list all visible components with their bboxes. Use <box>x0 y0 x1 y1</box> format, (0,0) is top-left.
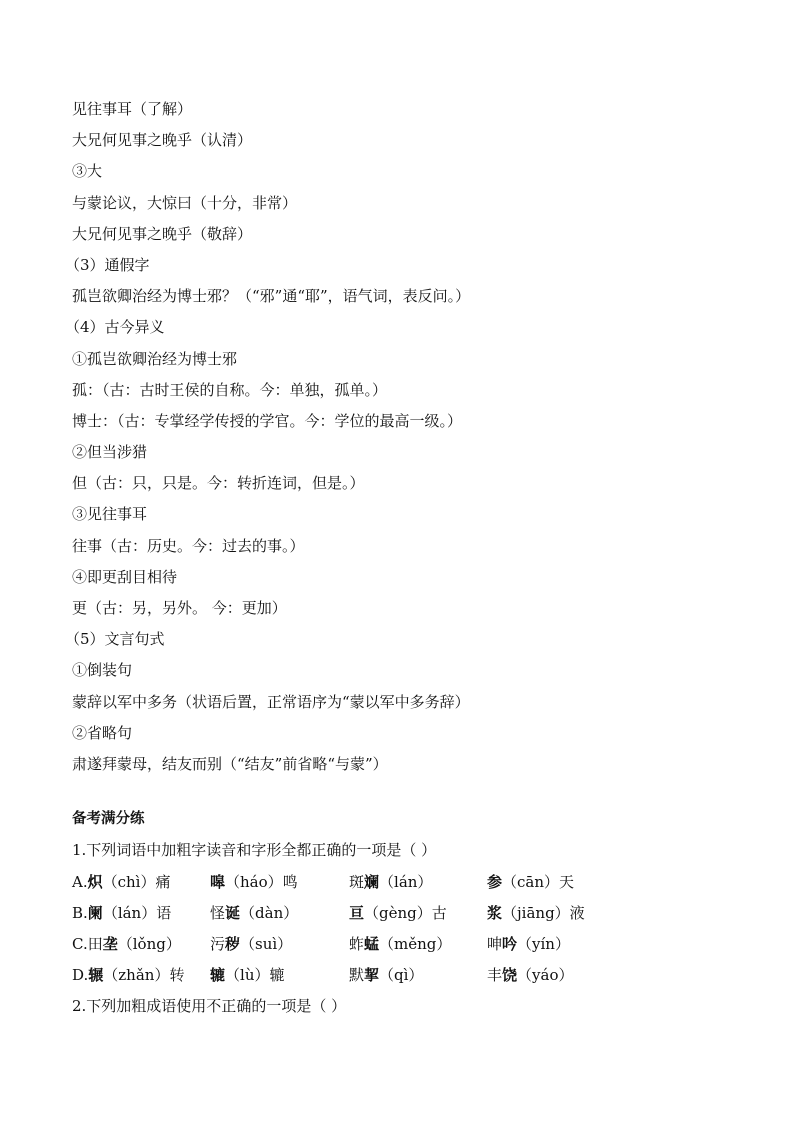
word-bold-char: 浆 <box>487 903 503 922</box>
option-word <box>487 867 627 898</box>
text-line-15: 往事（古：历史。今：过去的事。） <box>72 536 305 555</box>
subsection-heading-tongjiazi: （3）通假字 <box>65 255 150 274</box>
word-pinyin-part: （chì）痛 <box>102 872 171 891</box>
exercise-title: 备考满分练 <box>72 811 145 828</box>
word-plain-part: 默 <box>349 966 365 985</box>
word-pinyin-part: （suì） <box>240 934 293 953</box>
text-line-20: 蒙辞以军中多务（状语后置，正常语序为“蒙以军中多务辞） <box>72 692 470 711</box>
option-word <box>72 960 210 991</box>
text-line-13: 但（古：只，只是。今：转折连词，但是。） <box>72 474 365 493</box>
text-line-5: 大兄何见事之晚乎（敬辞） <box>72 224 253 243</box>
word-pinyin-part: （lù）辘 <box>225 966 285 985</box>
word-bold-char: 饶 <box>502 966 518 985</box>
text-line-21: ②省略句 <box>72 723 133 742</box>
text-line-4: 与蒙论议，大惊曰（十分，非常） <box>72 193 298 212</box>
option-label: D. <box>72 966 89 985</box>
word-pinyin-part: （lán） <box>379 872 433 891</box>
option-word <box>72 898 210 929</box>
option-row-a <box>72 867 732 898</box>
word-pinyin-part: （háo）鸣 <box>225 872 298 891</box>
word-pinyin-part: （lán）语 <box>102 903 172 922</box>
text-line-9: ①孤岂欲卿治经为博士邪 <box>72 349 238 368</box>
word-plain-part: 呻 <box>487 934 503 953</box>
option-word <box>72 929 210 960</box>
option-word <box>210 898 349 929</box>
word-pinyin-part: （yáo） <box>517 966 574 985</box>
word-pinyin-part: （qì） <box>379 966 424 985</box>
option-word <box>349 929 487 960</box>
word-bold-char: 辗 <box>88 966 104 985</box>
text-line-17: 更（古：另，另外。 今：更加） <box>72 599 287 617</box>
subsection-heading-gujin: （4）古今异义 <box>65 318 165 337</box>
word-plain-part: 斑 <box>349 872 365 891</box>
word-plain-part: 田 <box>87 934 103 953</box>
option-word <box>210 929 349 960</box>
text-line-14: ③见往事耳 <box>72 505 148 524</box>
word-pinyin-part: （měng） <box>379 934 452 953</box>
section-spacer <box>72 780 732 804</box>
word-bold-char: 垄 <box>102 934 118 953</box>
word-bold-char: 阑 <box>87 903 103 922</box>
text-line-19: ①倒装句 <box>72 661 133 680</box>
option-label: A. <box>72 872 88 891</box>
option-label: C. <box>72 934 88 953</box>
word-plain-part: 蚱 <box>349 934 365 953</box>
word-bold-char: 嗥 <box>210 872 226 891</box>
option-row-d <box>72 960 732 991</box>
text-line-22: 肃遂拜蒙母，结友而别（“结友”前省略“与蒙”） <box>72 754 388 773</box>
text-line-2: 大兄何见事之晚乎（认清） <box>72 131 253 150</box>
text-line-16: ④即更刮目相待 <box>72 567 178 586</box>
option-word <box>349 960 487 991</box>
text-line-7: 孤岂欲卿治经为博士邪？（“邪”通“耶”，语气词，表反问。） <box>72 287 471 306</box>
word-pinyin-part: （jiāng）液 <box>502 903 585 922</box>
document-page <box>65 94 732 1022</box>
option-row-c <box>72 929 732 960</box>
word-bold-char: 参 <box>487 872 503 891</box>
word-pinyin-part: （lǒng） <box>117 934 181 953</box>
word-bold-char: 吟 <box>502 934 518 953</box>
text-line-1: 见往事耳（了解） <box>72 100 193 118</box>
word-pinyin-part: （gèng）古 <box>364 903 447 922</box>
subsection-heading-jushi: （5）文言句式 <box>65 630 165 649</box>
option-word <box>487 898 627 929</box>
option-word <box>487 929 627 960</box>
option-word <box>210 867 349 898</box>
option-label: B. <box>72 903 88 922</box>
option-word <box>72 867 210 898</box>
word-pinyin-part: （yín） <box>517 934 570 953</box>
word-bold-char: 辘 <box>210 966 226 985</box>
word-plain-part: 怪 <box>210 903 226 922</box>
word-pinyin-part: （dàn） <box>240 903 299 922</box>
option-word <box>487 960 627 991</box>
word-pinyin-part: （cān）天 <box>502 872 575 891</box>
text-line-3: ③大 <box>72 162 103 181</box>
option-word <box>349 867 487 898</box>
word-bold-char: 秽 <box>225 934 241 953</box>
question-2: 2.下列加粗成语使用不正确的一项是（ ） <box>72 997 347 1016</box>
question-1-options <box>72 867 732 992</box>
text-line-11: 博士：（古：专掌经学传授的学官。今：学位的最高一级。） <box>72 411 463 430</box>
text-line-12: ②但当涉猎 <box>72 443 148 462</box>
word-pinyin-part: （zhǎn）转 <box>103 966 185 985</box>
text-line-10: 孤：（古：古时王侯的自称。今：单独，孤单。） <box>72 380 388 399</box>
option-row-b <box>72 898 732 929</box>
word-bold-char: 蜢 <box>364 934 380 953</box>
word-bold-char: 斓 <box>364 872 380 891</box>
word-bold-char: 炽 <box>87 872 103 891</box>
question-1: 1.下列词语中加粗字读音和字形全都正确的一项是（ ） <box>72 841 437 860</box>
word-plain-part: 污 <box>210 934 226 953</box>
option-word <box>210 960 349 991</box>
option-word <box>349 898 487 929</box>
word-plain-part: 丰 <box>487 966 503 985</box>
word-bold-char: 亘 <box>349 903 365 922</box>
word-bold-char: 诞 <box>225 903 241 922</box>
word-bold-char: 挈 <box>364 966 380 985</box>
